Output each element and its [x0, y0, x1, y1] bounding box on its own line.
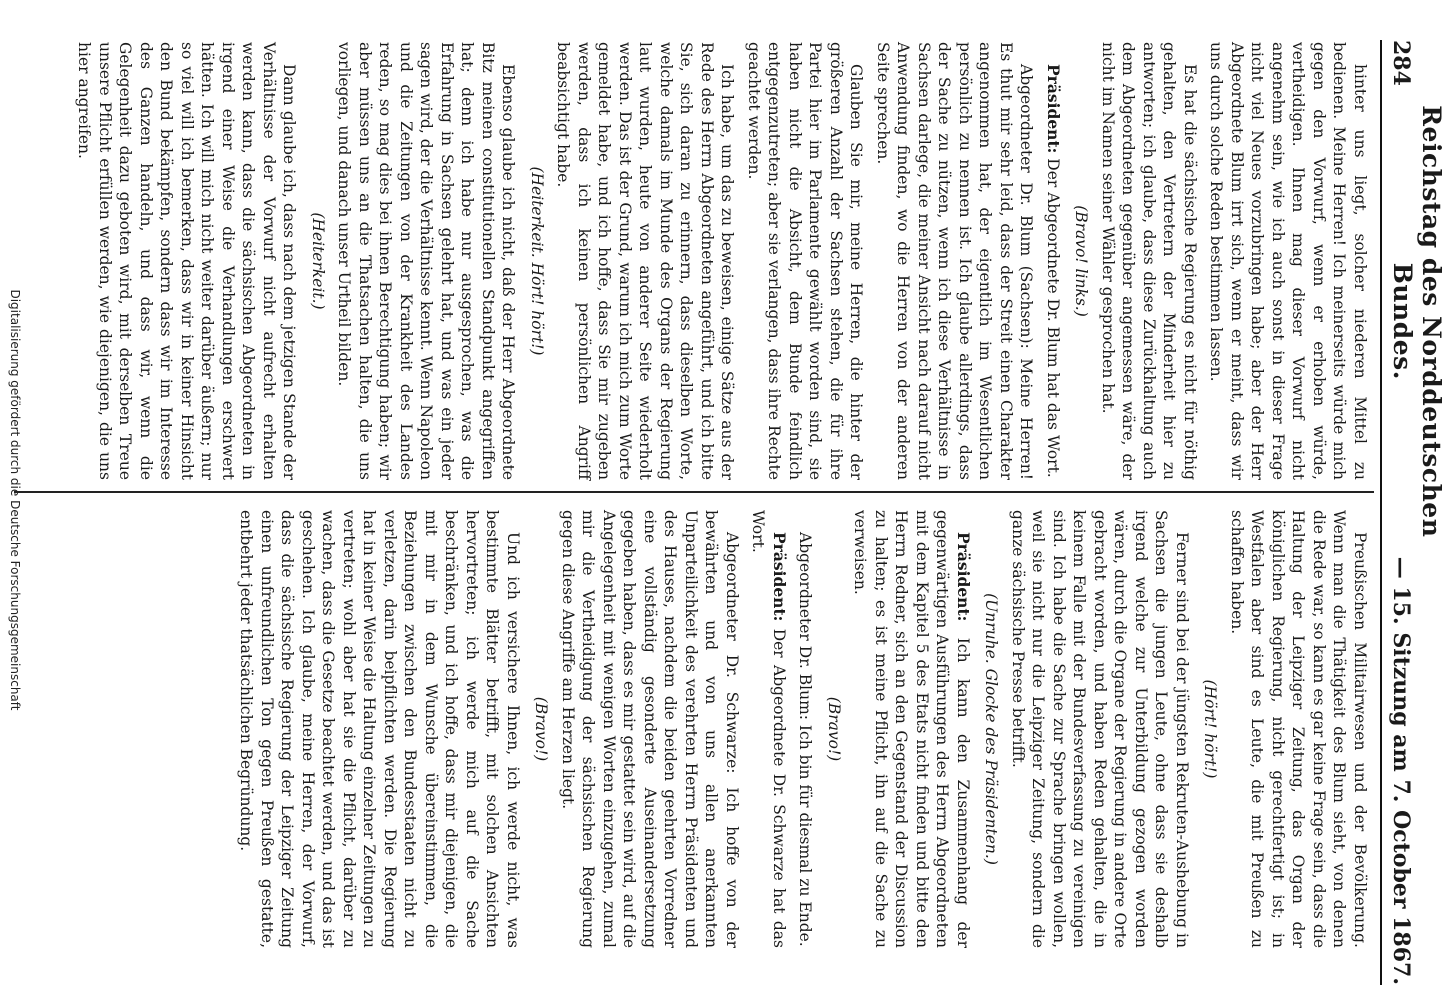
paragraph: [1227, 510, 1371, 948]
speaker-label: Präsident:: [770, 532, 789, 622]
session-date: — 15. Sitzung am 7. October 1867.: [1388, 556, 1414, 985]
paragraph-text: Der Abgeordnete Dr. Blum hat das Wort.: [1044, 158, 1062, 478]
paragraph: [553, 42, 738, 480]
paragraph: [74, 42, 300, 480]
paragraph-text: Ich habe, um das zu beweisen, einige Sätze aus der Rede des Herrn Abgeordneten angeführt, und ich bitte Sie, sich daran zu erinnern, dass dieselben Worte, welche damals im Munde des Organs der Regierung laut wurden, heute von anderer Seite wiederholt werden. Das ist der Grund, warum ich mich zum Worte gemeldet habe, und ich hoffe, dass Sie mir zugeben werden, dass ich keinen persönlichen Angriff beabsichtigt habe.: [554, 42, 737, 480]
paragraph: [873, 42, 1037, 480]
paragraph-text: Und ich versichere Ihnen, ich werde nicht, was bestimmte Blätter betrifft, mit solchen Ansichten hervortreten; ich werde mich auf die Sache beschränken, und ich hoffe, dass mir diejenigen, die mit mir in dem Wunsche übereinstimmen, die Beziehungen zwischen den Bundesstaaten nicht zu verletzen, darin beipflichten werden. Die Regierung hat in keiner Weise die Haltung einzelner Zeitungen zu vertreten; wohl aber hat sie die Pflicht, darüber zu wachen, dass die Gesetze beachtet werden, und das ist geschehen. Ich glaube, meine Herren, der Vorwurf, dass die sächsische Regierung der Leipziger Zeitung einen unfreundlichen Ton gegen Preußen gestatte, entbehrt jeder thatsächlichen Begründung.: [237, 510, 522, 948]
paragraph-text: Ferner sind bei der jüngsten Rekruten-Aushebung in Sachsen die jungen Leute, ohne dass sie deshalb irgend welche zur Unterbildung gezogen worden wären, durch die Organe der Regierung in andere Orte gebracht worden, und haben Reden gehalten, die in keinem Falle mit der Bundesverfassung zu vereinigen sind. Ich habe die Sache zur Sprache bringen wollen, weil sie nicht nur die Leipziger Zeitung, sondern die ganze sächsische Presse betrifft.: [1009, 510, 1191, 948]
stage-direction: (Bravo!): [825, 696, 843, 762]
paragraph: [744, 42, 867, 480]
paragraph-text: Abgeordneter Dr. Blum (Sachsen): Meine Herren! Es thut mir sehr leid, dass der Streit einen Charakter angenommen hat, der eigentlich im Wesentlichen persönlich zu nennen ist. Ich glaube allerdings, dass der Sache zu nützen, wenn ich diese Verhältnisse in Sachsen darlege, die meiner Ansicht nach darauf nicht Anwendung finden, wo die Herren von der anderen Seite sprechen.: [874, 42, 1036, 480]
stage-direction: (Heiterkeit.): [309, 212, 327, 310]
paragraph-text: Abgeordneter Dr. Schwarze: Ich hoffe von der bewährten und von uns allen anerkannten Unparteilichkeit des verehrten Herrn Präsidenten und des Hauses, nachdem die beiden geehrten Vorredner eine vollständig gesonderte Auseinandersetzung gegeben haben, dass es mir gestattet sein wird, auf die Angelegenheit mit wenigen Worten einzugehen, zumal mir die Vertheidigung der sächsischen Regierung gegen diese Angriffe am Herzen liegt.: [559, 510, 741, 948]
paragraph: [236, 510, 523, 948]
paragraph: [1043, 42, 1064, 480]
paragraph-text: Glauben Sie mir, meine Herren, die hinter der größeren Anzahl der Sachsen stehen, die für ihre Partei hier im Parlamente gewählt worden sind, sie haben nicht die Absicht, dem Bunde feindlich entgegenzutreten; aber sie verlangen, dass ihre Rechte geachtet werden.: [745, 42, 866, 480]
page-number: 284: [1388, 40, 1414, 86]
column-divider: [14, 491, 1374, 493]
paragraph-text: Abgeordneter Dr. Blum: Ich bin für diesmal zu Ende.: [796, 532, 815, 947]
paragraph: [558, 510, 743, 948]
stage-direction: (Heiterkeit. Hört! hört!): [528, 166, 546, 356]
digitization-note: Digitalisierung gefördert durch die Deutsche Forschungsgemeinschaft: [8, 289, 22, 711]
paragraph-text: Dann glaube ich, dass nach dem jetzigen Stande der Verhältnisse der Vorwurf nicht aufrecht erhalten werden kann, dass die sächsischen Abgeordneten in irgend einer Weise die Verhandlungen erschwert hätten. Ich will mich nicht weiter darüber äußern; nur so viel will ich bemerken, dass wir in keiner Hinsicht den Bund bekämpfen, sondern dass wir im Interesse des Ganzen handeln, und dass wir, wenn die Gelegenheit dazu geboten wird, mit derselben Treue unsere Pflicht erfüllen werden, wie diejenigen, die uns hier angreifen.: [75, 42, 299, 480]
stage-direction: (Hört! hört!): [1201, 679, 1220, 779]
paragraph: [850, 510, 973, 948]
paragraph: [1206, 42, 1370, 480]
paragraph: [1008, 510, 1193, 948]
speaker-label: Präsident:: [954, 532, 973, 622]
paragraph-text: Es hat die sächsische Regierung es nicht für nöthig gehalten, den Vertretern der Minderheit hier zu antworten; ich glaube, dass diese Zurückhaltung auch dem Abgeordneten gegenüber angemessen wäre, der nicht im Namen seiner Wähler gesprochen hat.: [1099, 42, 1199, 480]
paragraph-text: hinter uns liegt, solcher niederen Mittel zu bedienen. Meine Herren! Ich meinerseits würde mich gegen den Vorwurf, wenn er erhoben würde, vertheidigen. Ihnen mag dieser Vorwurf nicht angenehm sein, wie ich auch sonst in dieser Frage nicht viel Neues vorzubringen habe; aber der Herr Abgeordnete Blum irrt sich, wenn er meint, dass wir uns durch solche Reden bestimmen lassen.: [1207, 42, 1369, 480]
stage-direction: (Unruhe. Glocke des Präsidenten.): [982, 593, 1001, 865]
stage-direction: (Bravo!): [532, 696, 551, 762]
paragraph-text: Ebenso glaube ich nicht, daß der Herr Abgeordnete Bitz meinen constitutionellen Standpunkt angegriffen hat; denn ich habe nur ausgesprochen, was die Erfahrung in Sachsen gelehrt hat, und was ein jeder sagen wird, der die Verhältnisse kennt. Wenn Napoleon und die Zeitungen von der Krankheit des Landes reden, so mag dies bei ihnen Berechtigung haben; wir aber müssen uns an die Thatsachen halten, die uns vorliegen, und danach unser Urtheil bilden.: [335, 42, 518, 480]
stage-direction: (Bravo! links.): [1072, 205, 1091, 317]
paragraph: [748, 510, 789, 948]
running-title: Reichstag des Norddeutschen Bundes.: [1388, 105, 1446, 538]
right-column: [230, 510, 1370, 948]
page-header: [1380, 40, 1446, 985]
paragraph-text: Der Abgeordnete Dr. Schwarze hat das Wort.: [749, 510, 788, 948]
paragraph: [795, 510, 816, 948]
paragraph: [334, 42, 519, 480]
paragraph-text: Preußischen Militairwesen und der Bevölkerung. Wenn man die Thätigkeit des Blum sieht, von denen die Rede war, so kann es gar keine Frage sein, dass die Haltung der Leipziger Zeitung, das Organ der königlichen Regierung, nicht gerechtfertigt ist; in Westfalen aber sind es Leute, die mit Preußen zu schaffen haben.: [1228, 510, 1369, 948]
paragraph: [1098, 42, 1201, 480]
speaker-label: Präsident:: [1044, 64, 1063, 154]
paragraph-text: Ich kann den Zusammenhang der gegenwärtigen Ausführungen des Herrn Abgeordneten mit dem Kapitel 5 des Etats nicht finden und bitte den Herrn Redner, sich an den Gegenstand der Discussion zu halten; es ist meine Pflicht, ihn auf die Sache zu verweisen.: [851, 510, 972, 948]
left-column: [68, 42, 1370, 480]
